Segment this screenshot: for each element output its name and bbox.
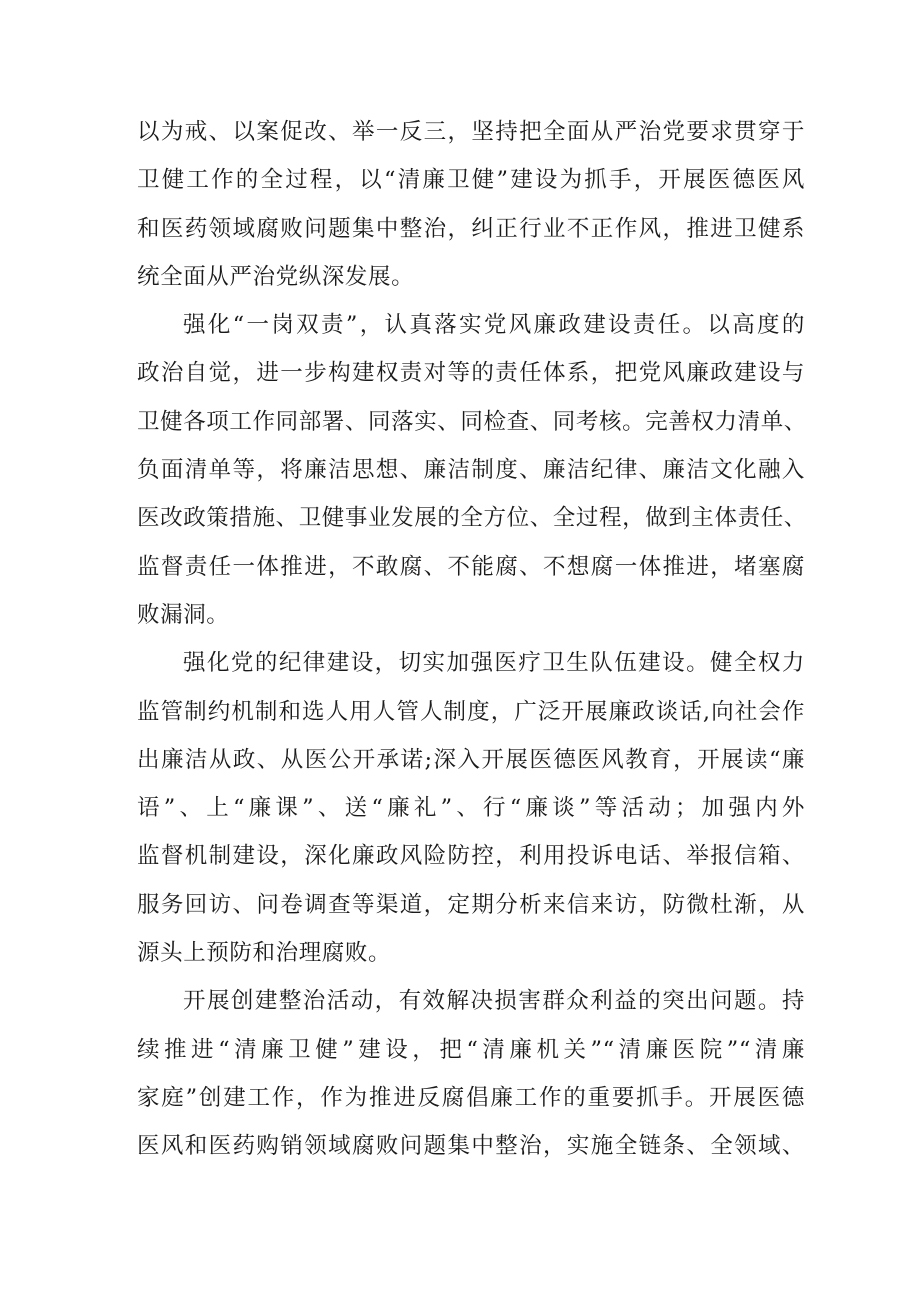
text-line: 监督责任一体推进，不敢腐、不能腐、不想腐一体推进，堵塞腐 [137,553,805,580]
text-line: 监督机制建设，深化廉政风险防控，利用投诉电话、举报信箱、 [137,843,805,870]
paragraph-2 [137,301,805,639]
text-line: 监管制约机制和选人用人管人制度，广泛开展廉政谈话,向社会作 [137,698,805,725]
text-line: 卫健各项工作同部署、同落实、同检查、同考核。完善权力清单、 [137,408,807,435]
text-line: 续推进“清廉卫健”建设，把“清廉机关”“清廉医院”“清廉 [137,1036,805,1063]
text-line: 医风和医药购销领域腐败问题集中整治，实施全链条、全领域、 [137,1133,805,1160]
text-line: 语”、上“廉课”、送“廉礼”、行“廉谈”等活动；加强内外 [137,795,805,822]
text-line: 出廉洁从政、从医公开承诺;深入开展医德医风教育，开展读“廉 [137,746,805,773]
text-line: 家庭”创建工作，作为推进反腐倡廉工作的重要抓手。开展医德 [137,1084,805,1111]
text-line: 服务回访、问卷调查等渠道，定期分析来信来访，防微杜渐，从 [137,891,805,918]
paragraph-4 [137,977,805,1170]
text-line: 源头上预防和治理腐败。 [137,940,392,967]
text-line: 政治自觉，进一步构建权责对等的责任体系，把党风廉政建设与 [137,360,805,387]
paragraph-1 [137,108,805,301]
text-line: 医改政策措施、卫健事业发展的全方位、全过程，做到主体责任、 [137,505,807,532]
paragraph-3 [137,639,805,977]
text-line: 卫健工作的全过程，以“清廉卫健”建设为抓手，开展医德医风 [137,167,805,194]
text-line: 和医药领域腐败问题集中整治，纠正行业不正作风，推进卫健系 [137,215,805,242]
document-body [137,108,805,1171]
text-line: 统全面从严治党纵深发展。 [137,263,415,290]
text-line: 负面清单等，将廉洁思想、廉洁制度、廉洁纪律、廉洁文化融入 [137,457,805,484]
text-line: 强化“一岗双责”，认真落实党风廉政建设责任。以高度的 [183,312,805,339]
text-line: 强化党的纪律建设，切实加强医疗卫生队伍建设。健全权力 [183,650,805,677]
text-line: 以为戒、以案促改、举一反三，坚持把全面从严治党要求贯穿于 [137,119,805,145]
text-line: 开展创建整治活动，有效解决损害群众利益的突出问题。持 [183,988,805,1015]
text-line: 败漏洞。 [137,601,230,628]
